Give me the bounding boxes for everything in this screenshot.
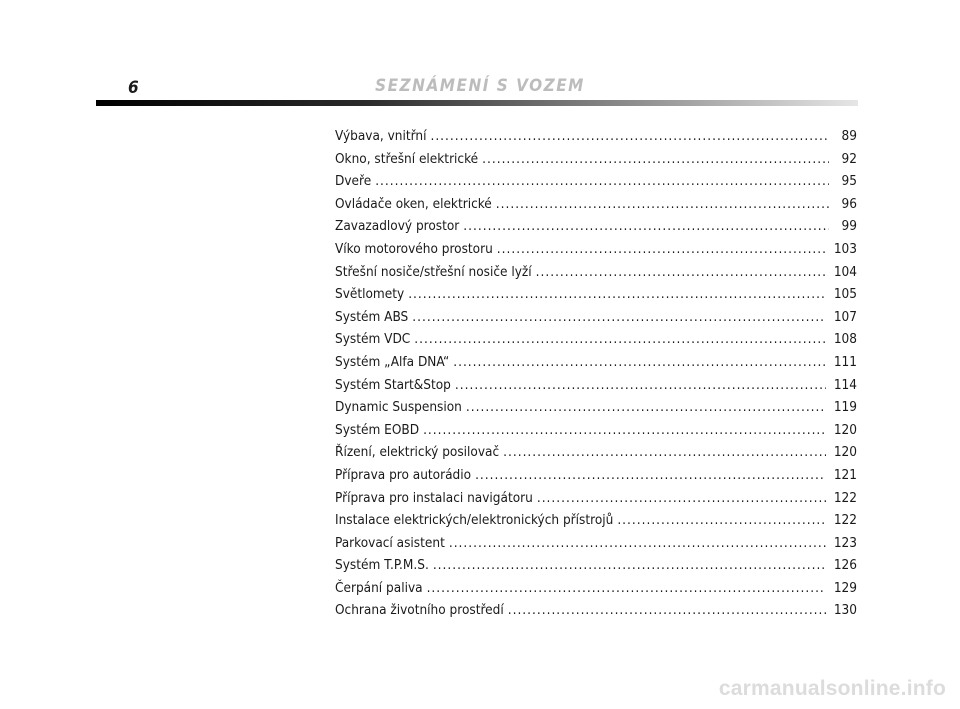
toc-row[interactable] bbox=[335, 441, 857, 464]
toc-entry-title: Příprava pro autorádio bbox=[335, 466, 472, 483]
toc-dot-leader bbox=[617, 509, 825, 532]
toc-row[interactable] bbox=[335, 193, 857, 216]
toc-entry-title: Parkovací asistent bbox=[335, 534, 445, 551]
toc-row[interactable] bbox=[335, 464, 857, 487]
toc-entry-page: 123 bbox=[833, 534, 857, 551]
toc-entry-page: 95 bbox=[841, 173, 857, 190]
toc-entry-title: Systém ABS bbox=[335, 308, 409, 325]
toc-entry-page: 114 bbox=[833, 376, 857, 393]
toc-row[interactable] bbox=[335, 170, 857, 193]
toc-dot-leader bbox=[463, 215, 829, 238]
toc-entry-title: Řízení, elektrický posilovač bbox=[335, 444, 500, 461]
toc-entry-page: 107 bbox=[833, 308, 857, 325]
toc-dot-leader bbox=[414, 328, 826, 351]
toc-row[interactable] bbox=[335, 374, 857, 397]
toc-dot-leader bbox=[430, 125, 829, 148]
toc-entry-title: Systém VDC bbox=[335, 331, 411, 348]
toc-entry-page: 129 bbox=[833, 579, 857, 596]
toc-row[interactable] bbox=[335, 419, 857, 442]
toc-entry-page: 92 bbox=[841, 150, 857, 167]
toc-entry-page: 130 bbox=[833, 602, 857, 619]
toc-entry-title: Instalace elektrických/elektronických přístrojů bbox=[335, 512, 614, 529]
toc-dot-leader bbox=[475, 464, 826, 487]
toc-entry-page: 96 bbox=[841, 195, 857, 212]
toc-entry-title: Střešní nosiče/střešní nosiče lyží bbox=[335, 263, 532, 280]
watermark: carmanualsonline.info bbox=[718, 677, 946, 700]
toc-row[interactable] bbox=[335, 487, 857, 510]
toc-row[interactable] bbox=[335, 351, 857, 374]
toc-dot-leader bbox=[455, 374, 826, 397]
toc-dot-leader bbox=[412, 306, 826, 329]
toc-dot-leader bbox=[375, 170, 829, 193]
toc-dot-leader bbox=[433, 554, 826, 577]
toc-entry-title: Systém „Alfa DNA“ bbox=[335, 353, 450, 370]
toc-entry-page: 103 bbox=[833, 240, 857, 257]
toc-dot-leader bbox=[427, 577, 826, 600]
toc-entry-page: 122 bbox=[833, 489, 857, 506]
toc-entry-title: Systém Start&Stop bbox=[335, 376, 451, 393]
toc-dot-leader bbox=[497, 238, 826, 261]
toc-row[interactable] bbox=[335, 509, 857, 532]
toc-row[interactable] bbox=[335, 532, 857, 555]
toc-entry-title: Zavazadlový prostor bbox=[335, 218, 460, 235]
toc-row[interactable] bbox=[335, 328, 857, 351]
toc-row[interactable] bbox=[335, 148, 857, 171]
toc-entry-title: Systém EOBD bbox=[335, 421, 420, 438]
toc-entry-page: 99 bbox=[841, 218, 857, 235]
table-of-contents bbox=[335, 125, 857, 622]
toc-dot-leader bbox=[423, 419, 826, 442]
toc-entry-page: 122 bbox=[833, 512, 857, 529]
toc-dot-leader bbox=[408, 283, 826, 306]
toc-entry-title: Ovládače oken, elektrické bbox=[335, 195, 492, 212]
toc-row[interactable] bbox=[335, 554, 857, 577]
toc-entry-page: 121 bbox=[833, 466, 857, 483]
toc-entry-title: Čerpání paliva bbox=[335, 579, 423, 596]
toc-entry-page: 104 bbox=[833, 263, 857, 280]
toc-entry-title: Výbava, vnitřní bbox=[335, 128, 427, 144]
toc-entry-page: 120 bbox=[833, 421, 857, 438]
page-number: 6 bbox=[128, 78, 139, 98]
toc-dot-leader bbox=[536, 261, 826, 284]
toc-entry-title: Příprava pro instalaci navigátoru bbox=[335, 489, 533, 506]
section-title: SEZNÁMENÍ S VOZEM bbox=[375, 76, 585, 96]
toc-entry-page: 89 bbox=[841, 128, 857, 144]
toc-entry-title: Okno, střešní elektrické bbox=[335, 150, 479, 167]
toc-dot-leader bbox=[537, 487, 826, 510]
toc-entry-page: 126 bbox=[833, 557, 857, 574]
toc-row[interactable] bbox=[335, 306, 857, 329]
toc-dot-leader bbox=[453, 351, 826, 374]
toc-dot-leader bbox=[449, 532, 826, 555]
toc-entry-page: 119 bbox=[833, 399, 857, 416]
toc-entry-page: 120 bbox=[833, 444, 857, 461]
header-rule bbox=[96, 100, 858, 106]
toc-row[interactable] bbox=[335, 215, 857, 238]
toc-dot-leader bbox=[508, 599, 826, 622]
toc-entry-title: Světlomety bbox=[335, 286, 405, 303]
toc-entry-page: 105 bbox=[833, 286, 857, 303]
toc-dot-leader bbox=[482, 148, 829, 171]
toc-entry-page: 108 bbox=[833, 331, 857, 348]
toc-dot-leader bbox=[496, 193, 829, 216]
toc-entry-title: Ochrana životního prostředí bbox=[335, 602, 504, 619]
toc-row[interactable] bbox=[335, 577, 857, 600]
toc-row[interactable] bbox=[335, 238, 857, 261]
toc-row[interactable] bbox=[335, 261, 857, 284]
toc-row[interactable] bbox=[335, 125, 857, 148]
toc-row[interactable] bbox=[335, 283, 857, 306]
toc-entry-title: Dveře bbox=[335, 173, 372, 190]
toc-entry-title: Víko motorového prostoru bbox=[335, 240, 493, 257]
toc-entry-title: Dynamic Suspension bbox=[335, 399, 462, 416]
toc-dot-leader bbox=[466, 396, 826, 419]
toc-row[interactable] bbox=[335, 599, 857, 622]
toc-row[interactable] bbox=[335, 396, 857, 419]
toc-entry-title: Systém T.P.M.S. bbox=[335, 557, 429, 574]
toc-dot-leader bbox=[503, 441, 826, 464]
toc-entry-page: 111 bbox=[833, 353, 857, 370]
